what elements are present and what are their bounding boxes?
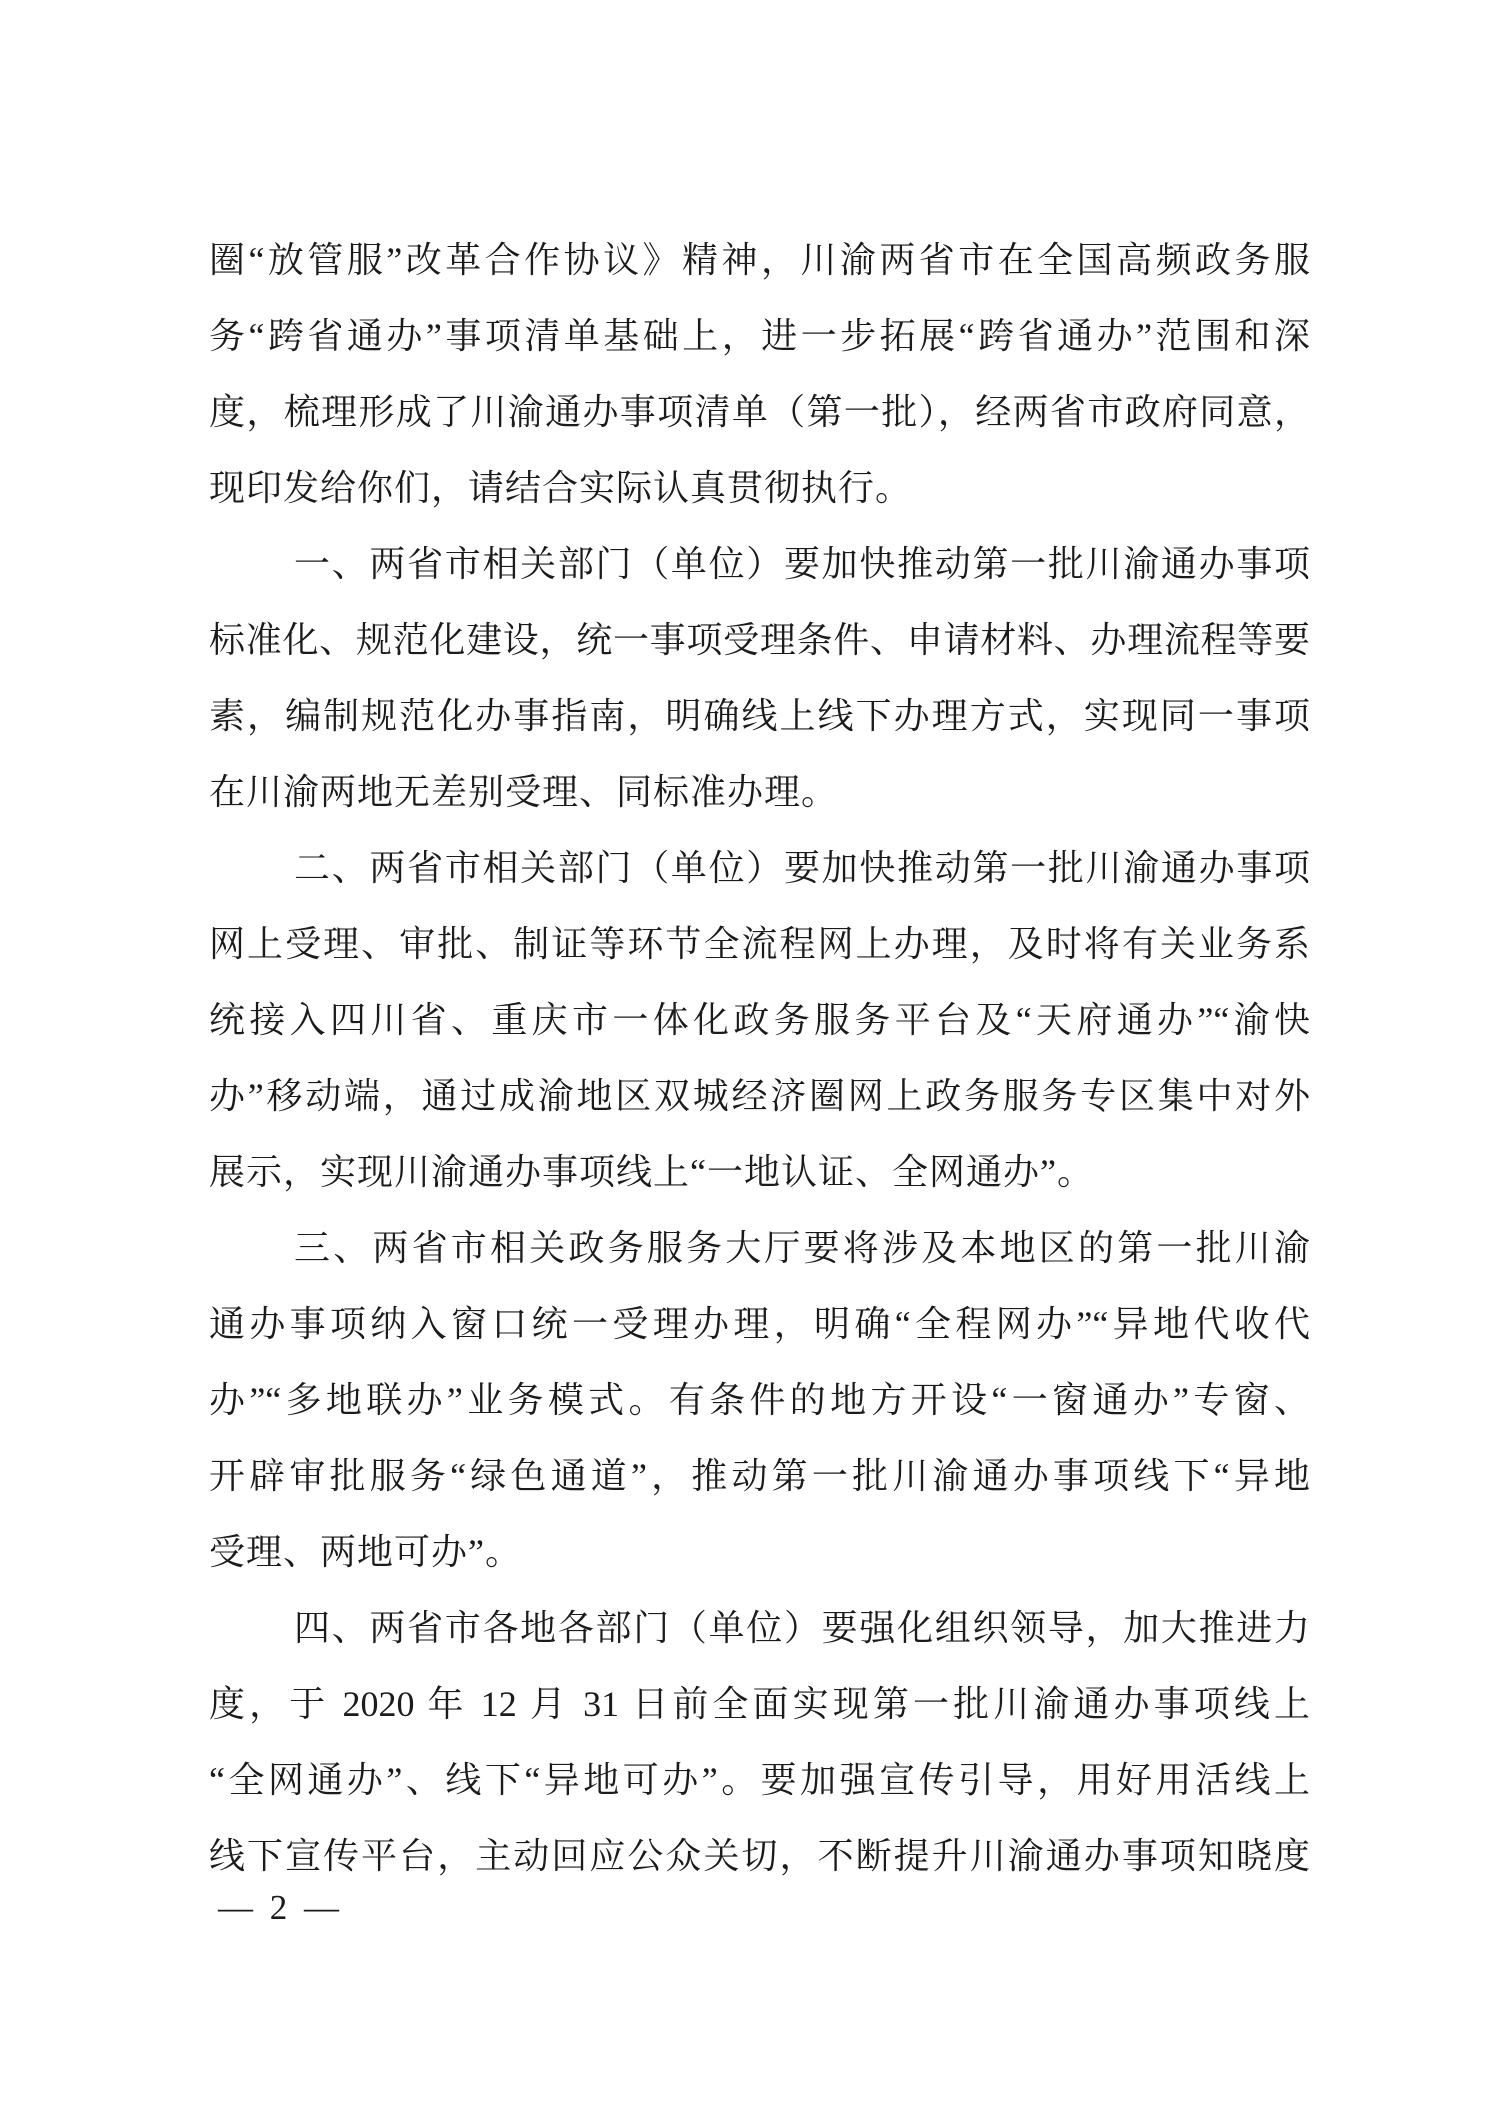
document-line: 开辟审批服务“绿色通道”，推动第一批川渝通办事项线下“异地	[209, 1456, 1310, 1496]
document-line: 办”移动端，通过成渝地区双城经济圈网上政务服务专区集中对外	[209, 1076, 1310, 1116]
document-line: 网上受理、审批、制证等环节全流程网上办理，及时将有关业务系	[209, 924, 1310, 964]
document-line: 圈“放管服”改革合作协议》精神，川渝两省市在全国高频政务服	[209, 240, 1310, 280]
document-line: 度，梳理形成了川渝通办事项清单（第一批），经两省市政府同意，	[209, 392, 1310, 432]
document-line: 务“跨省通办”事项清单基础上，进一步拓展“跨省通办”范围和深	[209, 316, 1310, 356]
document-line: 度，于 2020 年 12 月 31 日前全面实现第一批川渝通办事项线上	[209, 1684, 1310, 1724]
document-line: 展示，实现川渝通办事项线上“一地认证、全网通办”。	[209, 1152, 1094, 1192]
document-line: 办”“多地联办”业务模式。有条件的地方开设“一窗通办”专窗、	[209, 1380, 1310, 1420]
document-line: 素，编制规范化办事指南，明确线上线下办理方式，实现同一事项	[209, 696, 1310, 736]
document-body	[209, 222, 1310, 1894]
document-line: 通办事项纳入窗口统一受理办理，明确“全程网办”“异地代收代	[209, 1304, 1310, 1344]
document-line: 统接入四川省、重庆市一体化政务服务平台及“天府通办”“渝快	[209, 1000, 1310, 1040]
document-line-paragraph-start: 一、两省市相关部门（单位）要加快推动第一批川渝通办事项	[294, 544, 1310, 584]
document-line: 在川渝两地无差别受理、同标准办理。	[209, 772, 839, 812]
document-line-paragraph-start: 四、两省市各地各部门（单位）要强化组织领导，加大推进力	[294, 1608, 1310, 1648]
document-line-paragraph-start: 二、两省市相关部门（单位）要加快推动第一批川渝通办事项	[294, 848, 1310, 888]
document-line: 现印发给你们，请结合实际认真贯彻执行。	[209, 468, 913, 508]
document-line: “全网通办”、线下“异地可办”。要加强宣传引导，用好用活线上	[209, 1760, 1310, 1800]
document-line-paragraph-start: 三、两省市相关政务服务大厅要将涉及本地区的第一批川渝	[294, 1228, 1310, 1268]
page-number: — 2 —	[218, 1888, 343, 1927]
document-line: 受理、两地可办”。	[209, 1532, 522, 1572]
document-line: 线下宣传平台，主动回应公众关切，不断提升川渝通办事项知晓度	[209, 1836, 1310, 1876]
document-line: 标准化、规范化建设，统一事项受理条件、申请材料、办理流程等要	[209, 620, 1310, 660]
